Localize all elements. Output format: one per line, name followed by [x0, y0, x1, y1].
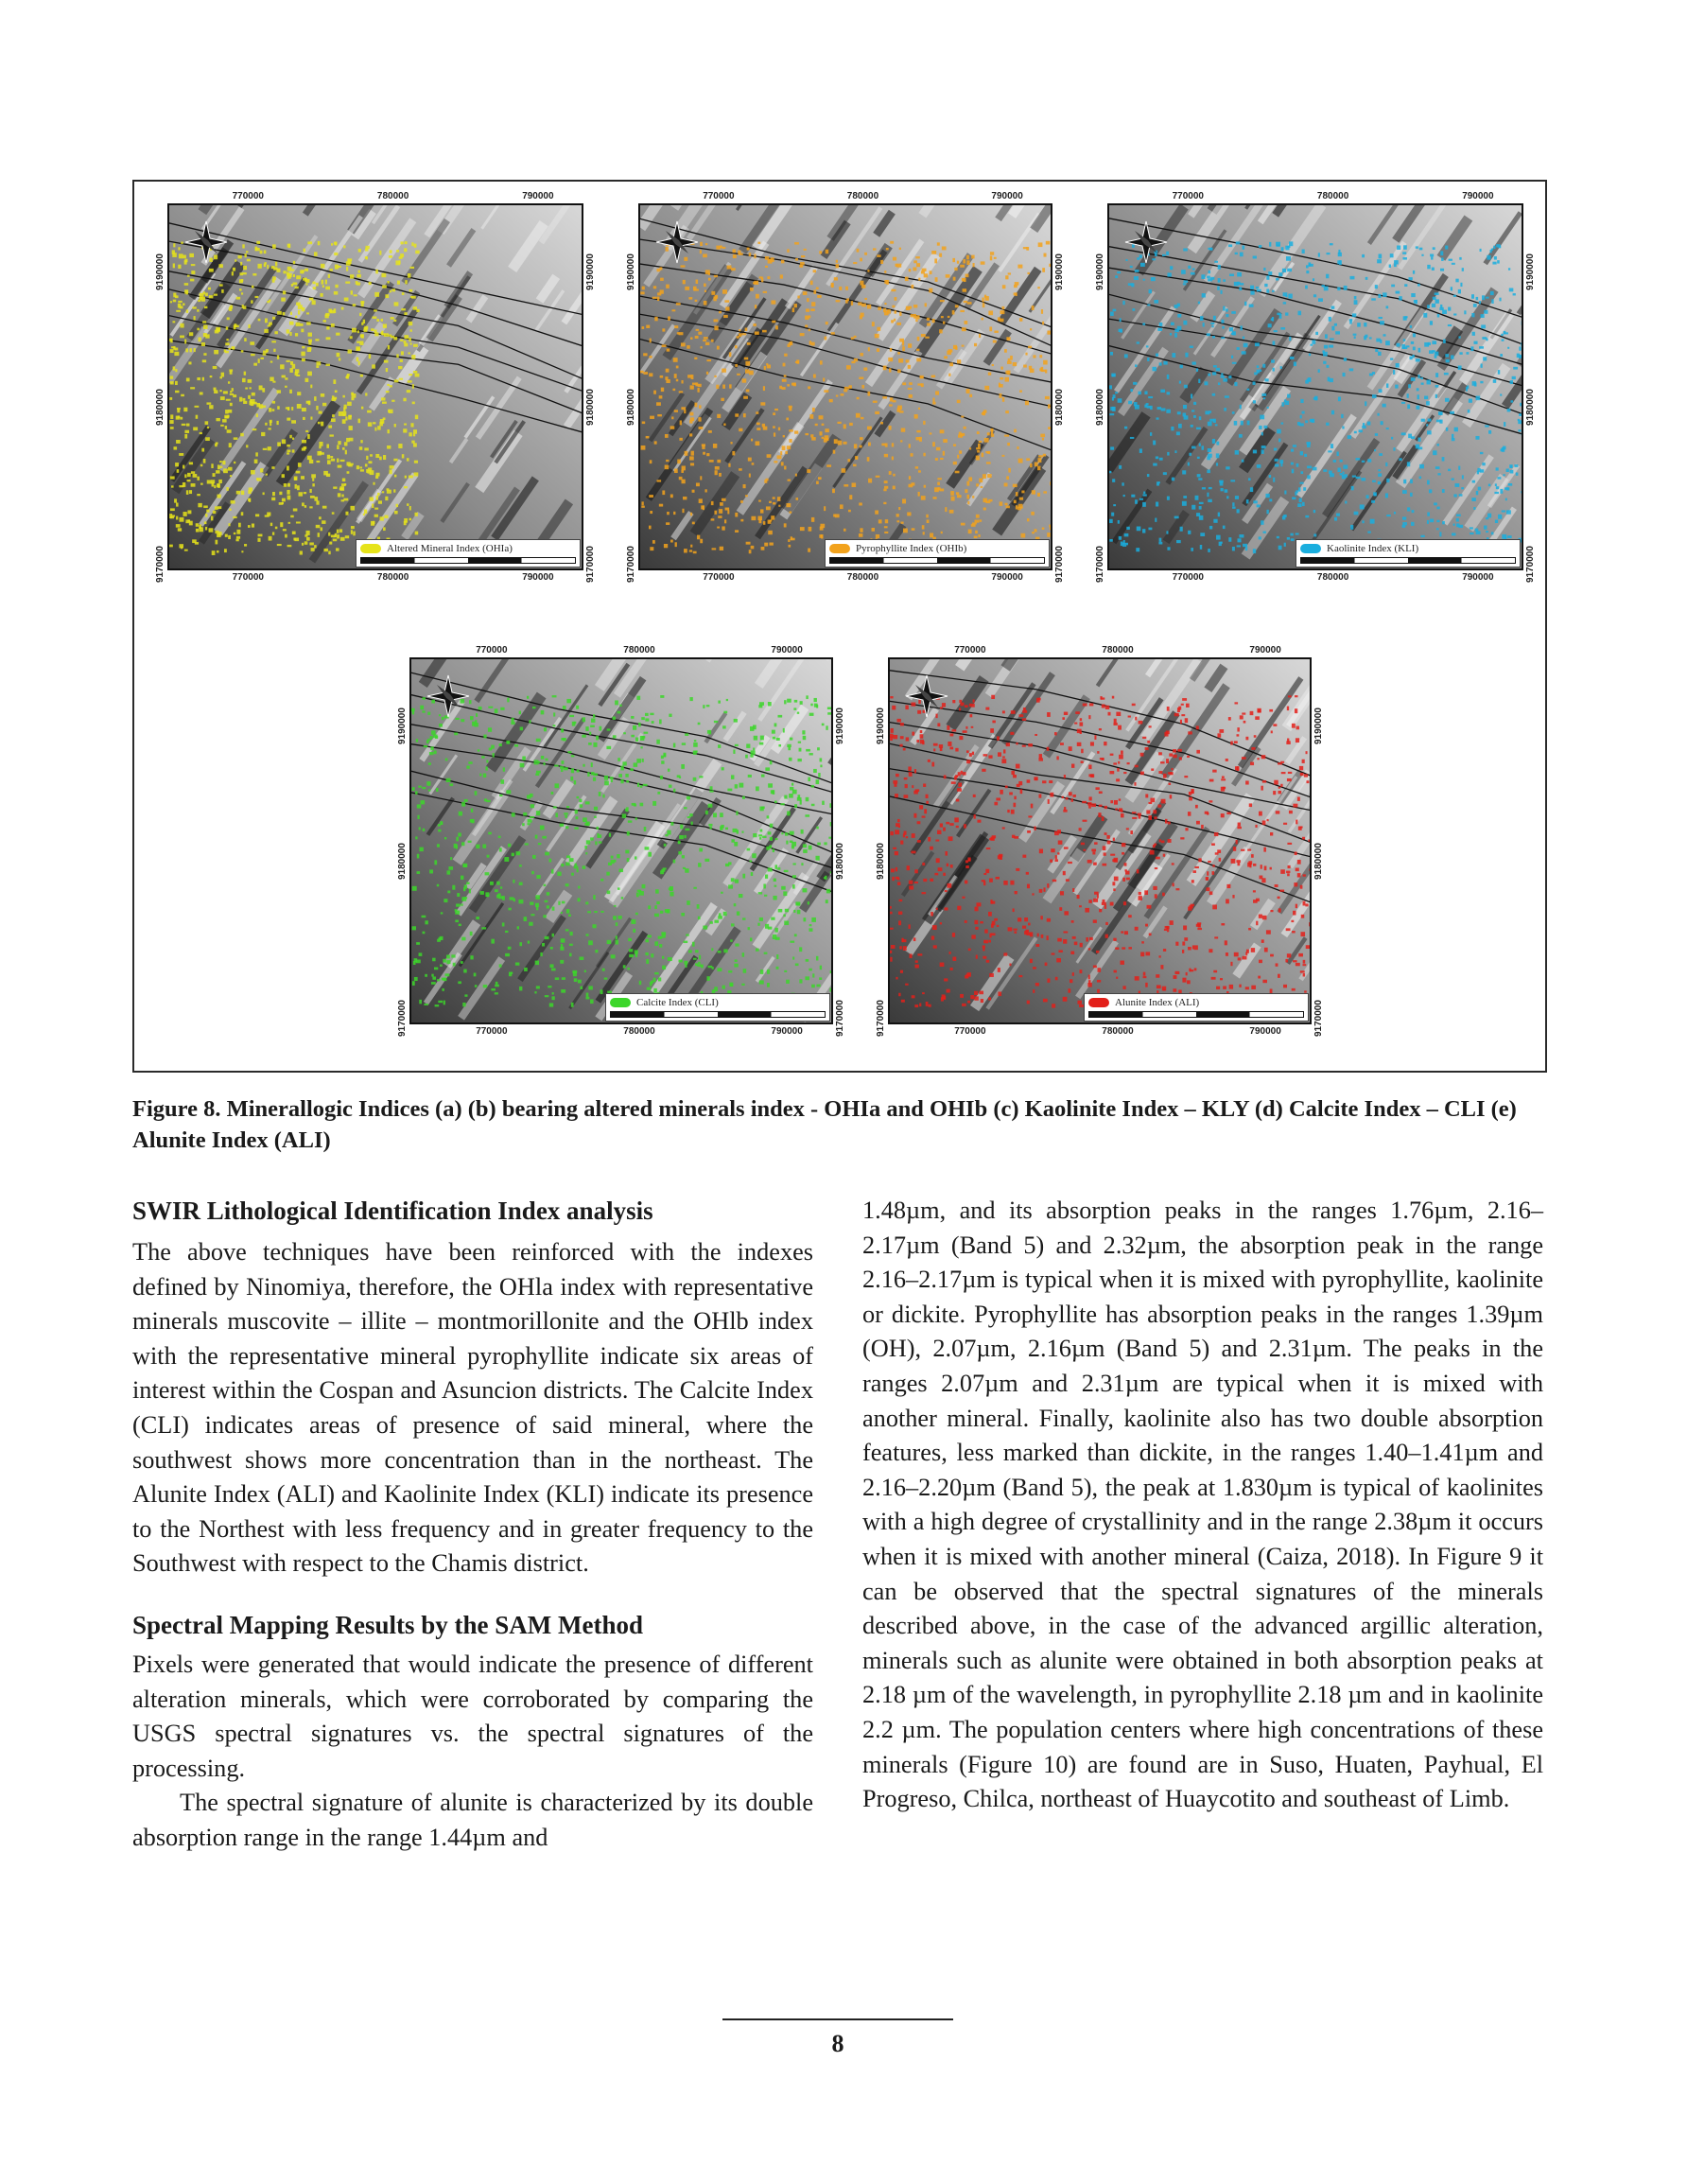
x-tick-label: 780000 — [623, 645, 655, 655]
paragraph-sam: Pixels were generated that would indicate the presence of different alteration minerals, which were corroborated by comparing the USGS spectral signatures vs. the spectral signatures of the processing. — [132, 1650, 813, 1782]
y-tick-label: 9170000 — [155, 546, 165, 584]
scale-bar — [360, 557, 576, 564]
figure-caption: Figure 8. Minerallogic Indices (a) (b) bearing altered minerals index - OHIa and OHIb (c) Kaolinite Index – KLY (d) Calcite Index – CLI (e) Alunite Index (ALI) — [132, 1096, 1517, 1153]
x-tick-label: 770000 — [703, 572, 735, 583]
map-legend-b — [825, 539, 1050, 568]
x-tick-label: 790000 — [991, 572, 1023, 583]
y-tick-label: 9170000 — [585, 546, 596, 584]
map-image-b — [605, 182, 1074, 598]
section-heading-sam: Spectral Mapping Results by the SAM Method — [132, 1610, 644, 1639]
page-number: 8 — [831, 2030, 844, 2057]
map-panel-a — [134, 182, 605, 598]
y-tick-label: 9170000 — [835, 1000, 845, 1038]
map-image-d — [376, 636, 855, 1052]
map-panel-c — [1074, 182, 1545, 598]
y-tick-label: 9190000 — [876, 708, 886, 745]
x-tick-label: 770000 — [954, 1026, 986, 1037]
footer-rule — [722, 2018, 953, 2020]
map-image-c — [1074, 182, 1545, 598]
scale-bar — [829, 557, 1045, 564]
legend-label: Kaolinite Index (KLI) — [1327, 542, 1419, 554]
x-tick-label: 770000 — [476, 1026, 508, 1037]
scale-bar — [1088, 1011, 1304, 1018]
y-tick-label: 9180000 — [397, 843, 408, 881]
y-tick-label: 9170000 — [626, 546, 636, 584]
x-tick-label: 790000 — [522, 191, 554, 201]
y-tick-label: 9180000 — [585, 389, 596, 427]
y-tick-label: 9180000 — [626, 389, 636, 427]
x-tick-label: 780000 — [1102, 645, 1134, 655]
x-tick-label: 780000 — [376, 191, 409, 201]
y-tick-label: 9180000 — [1054, 389, 1065, 427]
legend-label: Pyrophyllite Index (OHIb) — [856, 542, 967, 554]
x-tick-label: 780000 — [846, 191, 879, 201]
y-tick-label: 9170000 — [1525, 546, 1536, 584]
x-tick-label: 780000 — [1102, 1026, 1134, 1037]
y-tick-label: 9190000 — [1095, 253, 1105, 291]
paragraph-alunite: The spectral signature of alunite is characterized by its double absorption range in the range 1.44µm and — [132, 1789, 813, 1851]
x-tick-label: 790000 — [1462, 191, 1494, 201]
x-tick-label: 790000 — [1249, 645, 1281, 655]
x-tick-label: 770000 — [954, 645, 986, 655]
x-tick-label: 780000 — [1316, 572, 1349, 583]
x-tick-label: 770000 — [703, 191, 735, 201]
map-legend-a — [356, 539, 581, 568]
x-tick-label: 780000 — [846, 572, 879, 583]
legend-swatch — [1088, 998, 1109, 1007]
x-tick-label: 770000 — [1172, 191, 1204, 201]
map-image-a — [134, 182, 605, 598]
x-tick-label: 790000 — [991, 191, 1023, 201]
y-tick-label: 9180000 — [1525, 389, 1536, 427]
y-tick-label: 9190000 — [1313, 708, 1324, 745]
section-heading-swir: SWIR Lithological Identification Index analysis — [132, 1197, 653, 1225]
legend-swatch — [610, 998, 631, 1007]
x-tick-label: 790000 — [522, 572, 554, 583]
legend-label: Calcite Index (CLI) — [636, 996, 719, 1008]
y-tick-label: 9180000 — [876, 843, 886, 881]
y-tick-label: 9190000 — [1054, 253, 1065, 291]
x-tick-label: 770000 — [232, 572, 264, 583]
scale-bar — [1300, 557, 1516, 564]
y-tick-label: 9190000 — [155, 253, 165, 291]
y-tick-label: 9170000 — [1054, 546, 1065, 584]
y-tick-label: 9180000 — [835, 843, 845, 881]
y-tick-label: 9190000 — [626, 253, 636, 291]
map-panel-d — [376, 636, 855, 1052]
y-tick-label: 9170000 — [1313, 1000, 1324, 1038]
left-column — [132, 1194, 813, 1856]
x-tick-label: 770000 — [476, 645, 508, 655]
y-tick-label: 9190000 — [1525, 253, 1536, 291]
paragraph-swir: The above techniques have been reinforced with the indexes defined by Ninomiya, therefore, the OHla index with representative minerals muscovite – illite – montmorillonite and the OHlb index with the representative mineral pyrophyllite indicate six areas of interest within the Cospan and Asuncion districts. The Calcite Index (CLI) indicates areas of presence of said mineral, where the southwest shows more concentration than in the northeast. The Alunite Index (ALI) and Kaolinite Index (KLI) indicate its presence to the Northest with less frequency and in greater frequency to the Southwest with respect to the Chamis district. — [132, 1238, 813, 1578]
map-legend-e — [1084, 993, 1309, 1022]
y-tick-label: 9170000 — [397, 1000, 408, 1038]
map-panel-e — [855, 636, 1333, 1052]
x-tick-label: 790000 — [1462, 572, 1494, 583]
x-tick-label: 780000 — [376, 572, 409, 583]
x-tick-label: 780000 — [623, 1026, 655, 1037]
right-column — [862, 1194, 1543, 1817]
paragraph-absorption: 1.48µm, and its absorption peaks in the ranges 1.76µm, 2.16–2.17µm (Band 5) and 2.32µm, the absorption peak in the range 2.16–2.17µm is typical when it is mixed with pyrophyllite, kaolinite or dickite. Pyrophyllite has absorption peaks in the ranges 1.39µm (OH), 2.07µm, 2.16µm (Band 5) and 2.31µm. The peaks in the ranges 2.07µm and 2.31µm are typical when it is mixed with another mineral. Finally, kaolinite also has two double absorption features, less marked than dickite, in the ranges 1.40–1.41µm and 2.16–2.20µm (Band 5), the peak at 1.830µm is typical of kaolinites with a high degree of crystallinity and in the range 2.38µm it occurs when it is mixed with another mineral (Caiza, 2018). In Figure 9 it can be observed that the spectral signatures of the minerals described above, in the case of the advanced argillic alteration, minerals such as alunite were obtained in both absorption peaks at 2.18 µm of the wavelength, in pyrophyllite 2.18 µm and in kaolinite 2.2 µm. The population centers where high concentrations of these minerals (Figure 10) are found are in Suso, Huaten, Payhual, El Progreso, Chilca, northeast of Huaycotito and southeast of Limb. — [862, 1197, 1543, 1813]
y-tick-label: 9190000 — [397, 708, 408, 745]
figure-8 — [132, 180, 1547, 1073]
legend-swatch — [829, 544, 850, 553]
x-tick-label: 790000 — [771, 1026, 803, 1037]
legend-swatch — [1300, 544, 1321, 553]
map-legend-d — [605, 993, 830, 1022]
legend-swatch — [360, 544, 381, 553]
y-tick-label: 9170000 — [1095, 546, 1105, 584]
x-tick-label: 790000 — [771, 645, 803, 655]
y-tick-label: 9170000 — [876, 1000, 886, 1038]
x-tick-label: 780000 — [1316, 191, 1349, 201]
map-legend-c — [1296, 539, 1521, 568]
map-panel-b — [605, 182, 1074, 598]
map-image-e — [855, 636, 1333, 1052]
y-tick-label: 9190000 — [835, 708, 845, 745]
legend-label: Alunite Index (ALI) — [1115, 996, 1200, 1008]
y-tick-label: 9190000 — [585, 253, 596, 291]
x-tick-label: 770000 — [1172, 572, 1204, 583]
x-tick-label: 770000 — [232, 191, 264, 201]
legend-label: Altered Mineral Index (OHIa) — [387, 542, 513, 554]
scale-bar — [610, 1011, 826, 1018]
y-tick-label: 9180000 — [1095, 389, 1105, 427]
x-tick-label: 790000 — [1249, 1026, 1281, 1037]
y-tick-label: 9180000 — [1313, 843, 1324, 881]
y-tick-label: 9180000 — [155, 389, 165, 427]
